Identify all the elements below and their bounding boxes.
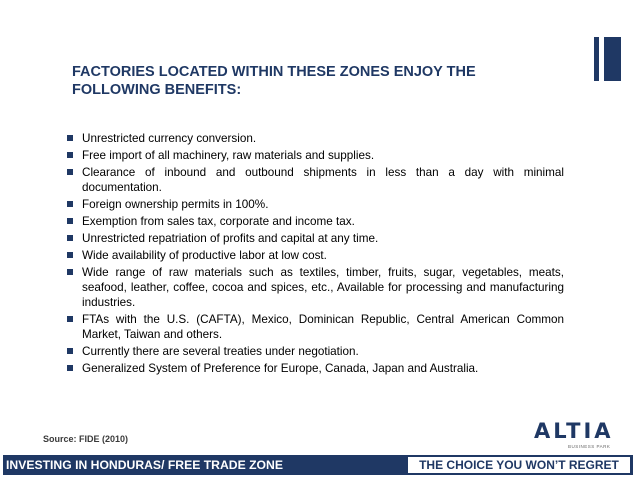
logo-tagline: BUSINESS PARK bbox=[568, 444, 611, 449]
list-item-text: Foreign ownership permits in 100%. bbox=[82, 198, 269, 212]
list-item-text: Currently there are several treaties under negotiation. bbox=[82, 345, 359, 359]
footer-left-text: INVESTING IN HONDURAS/ FREE TRADE ZONE bbox=[6, 458, 283, 472]
source-citation: Source: FIDE (2010) bbox=[43, 434, 129, 444]
list-item-text: Wide availability of productive labor at low cost. bbox=[82, 249, 327, 262]
list-item-text: Exemption from sales tax, corporate and income tax. bbox=[82, 215, 355, 229]
square-bullet-icon bbox=[67, 348, 73, 354]
list-item bbox=[66, 344, 564, 359]
square-bullet-icon bbox=[67, 316, 73, 322]
list-item bbox=[66, 231, 564, 246]
square-bullet-icon bbox=[67, 152, 73, 158]
list-item-text: Wide range of raw materials such as textiles, timber, fruits, sugar, vegetables, meats, seafood, leather, coffee, cocoa and spices, etc., Available for processing and manufacturing industries. bbox=[82, 265, 564, 310]
decorative-bar-thick bbox=[604, 37, 621, 81]
list-item-text: FTAs with the U.S. (CAFTA), Mexico, Dominican Republic, Central American Common Market, Taiwan and others. bbox=[82, 313, 564, 342]
list-item bbox=[66, 131, 564, 146]
slide-title: FACTORIES LOCATED WITHIN THESE ZONES ENJOY THE FOLLOWING BENEFITS: bbox=[72, 64, 476, 98]
square-bullet-icon bbox=[67, 269, 73, 275]
footer-tagline: THE CHOICE YOU WON’T REGRET bbox=[408, 457, 630, 473]
list-item bbox=[66, 248, 564, 263]
list-item bbox=[66, 361, 564, 376]
list-item-text: Unrestricted repatriation of profits and capital at any time. bbox=[82, 232, 379, 246]
list-item bbox=[66, 148, 564, 163]
square-bullet-icon bbox=[67, 252, 73, 258]
square-bullet-icon bbox=[67, 201, 73, 207]
square-bullet-icon bbox=[67, 218, 73, 224]
list-item bbox=[66, 214, 564, 229]
footer-bar bbox=[3, 455, 633, 475]
square-bullet-icon bbox=[67, 365, 73, 371]
list-item bbox=[66, 197, 564, 212]
list-item bbox=[66, 312, 564, 342]
logo-wordmark: ALTIA bbox=[534, 419, 614, 443]
square-bullet-icon bbox=[67, 235, 73, 241]
list-item bbox=[66, 165, 564, 195]
benefits-list bbox=[66, 131, 564, 378]
list-item-text: Free import of all machinery, raw materials and supplies. bbox=[82, 148, 375, 162]
altia-logo bbox=[534, 419, 622, 453]
decorative-bar-thin bbox=[594, 37, 599, 81]
list-item bbox=[66, 265, 564, 310]
square-bullet-icon bbox=[67, 169, 73, 175]
list-item-text: Unrestricted currency conversion. bbox=[82, 132, 257, 145]
square-bullet-icon bbox=[67, 135, 73, 141]
list-item-text: Generalized System of Preference for Europe, Canada, Japan and Australia. bbox=[82, 362, 479, 376]
list-item-text: Clearance of inbound and outbound shipments in less than a day with minimal documentation. bbox=[82, 165, 564, 195]
